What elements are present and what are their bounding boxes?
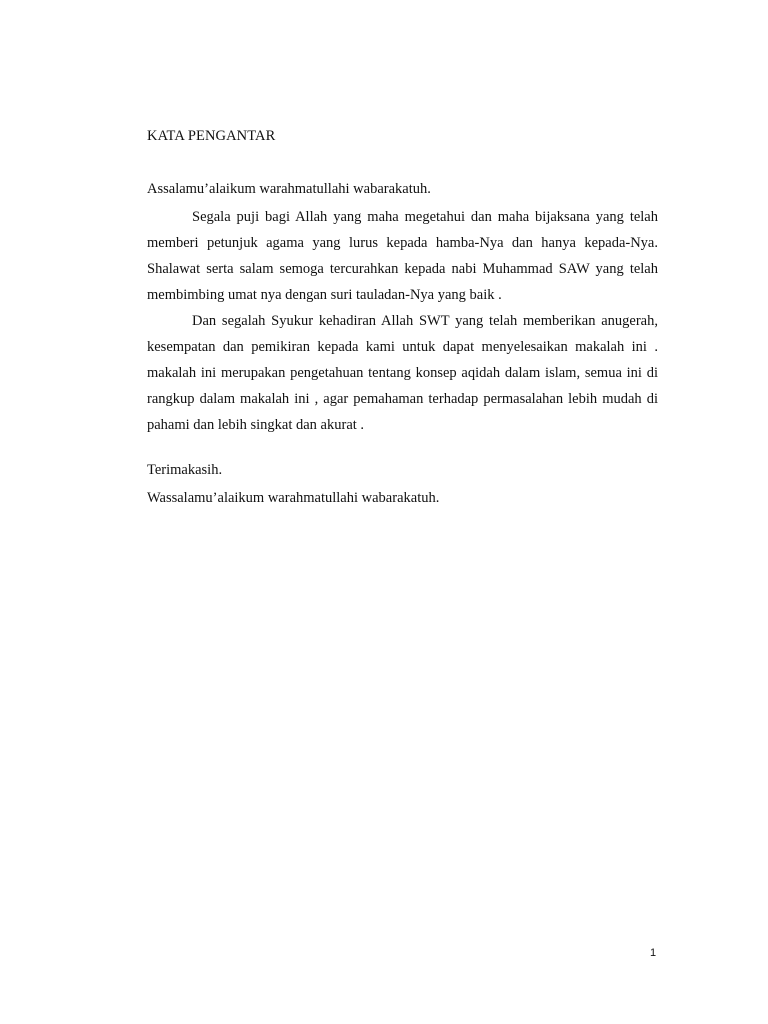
paragraph-praise: Segala puji bagi Allah yang maha megetahui dan maha bijaksana yang telah memberi petunjuk agama yang lurus kepada hamba-Nya dan hanya kepada-Nya. Shalawat serta salam semoga tercurahkan kepada nabi Muhammad SAW yang telah membimbing umat nya dengan suri tauladan-Nya yang baik .: [147, 209, 658, 303]
page-title: KATA PENGANTAR: [147, 128, 276, 144]
opening-greeting: Assalamu’alaikum warahmatullahi wabarakatuh.: [147, 181, 431, 197]
paragraph-gratitude: Dan segalah Syukur kehadiran Allah SWT yang telah memberikan anugerah, kesempatan dan pemikiran kepada kami untuk dapat menyelesaikan makalah ini . makalah ini merupakan pengetahuan tentang konsep aqidah dalam islam, semua ini di rangkup dalam makalah ini , agar pemahaman terhadap permasalahan lebih mudah di pahami dan lebih singkat dan akurat .: [147, 313, 658, 433]
thanks-text: Terimakasih.: [147, 462, 223, 478]
closing-greeting: Wassalamu’alaikum warahmatullahi wabarakatuh.: [147, 490, 440, 506]
page-number: 1: [650, 947, 657, 959]
